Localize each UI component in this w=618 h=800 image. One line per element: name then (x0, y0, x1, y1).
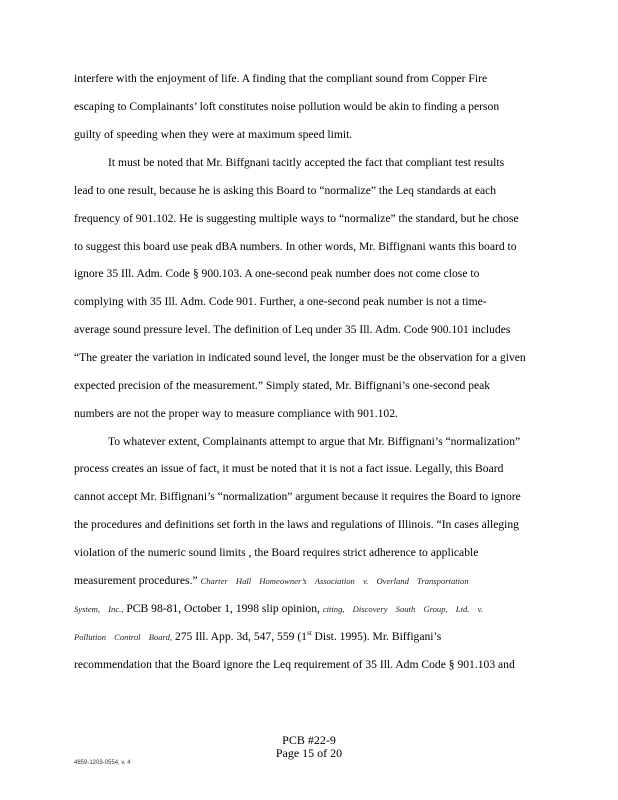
citation-text: measurement procedures.” (74, 574, 198, 587)
footer-doc-id: 4859-1203-0554, v. 4 (74, 760, 131, 766)
citation-text: Dist. 1995). Mr. Biffigani’s (311, 630, 442, 643)
citation-line-2 (74, 602, 483, 616)
footer-page-number: Page 15 of 20 (275, 746, 343, 760)
case-citation: Charter Hall Homeowner’s Association v. Overland Transportation (200, 576, 469, 586)
body-line-15: process creates an issue of fact, it must be noted that it is not a fact issue. Legally, this Board (74, 462, 504, 475)
body-line-3: guilty of speeding when they were at maximum speed limit. (74, 128, 353, 141)
body-line-14: To whatever extent, Complainants attempt to argue that Mr. Biffignani’s “normalization” (108, 435, 521, 448)
citation-line-3 (74, 630, 441, 644)
citation-text: PCB 98-81, October 1, 1998 slip opinion, (126, 602, 320, 615)
citation-line-1 (74, 574, 469, 588)
body-line-4: It must be noted that Mr. Biffgnani tacitly accepted the fact that compliant test results (108, 156, 505, 169)
body-line-12: expected precision of the measurement.” Simply stated, Mr. Biffignani’s one-second peak (74, 379, 491, 392)
body-line-16: cannot accept Mr. Biffignani’s “normalization” argument because it requires the Board to ignore (74, 490, 521, 503)
case-citation: Pollution Control Board, (74, 632, 173, 642)
body-line-2: escaping to Complainants’ loft constitutes noise pollution would be akin to finding a person (74, 100, 500, 113)
body-line-18: violation of the numeric sound limits , the Board requires strict adherence to applicable (74, 546, 479, 559)
body-line-1: interfere with the enjoyment of life. A finding that the compliant sound from Copper Fire (74, 72, 488, 85)
case-citation: System, Inc., (74, 604, 124, 614)
body-line-11: “The greater the variation in indicated sound level, the longer must be the observation for a given (74, 351, 526, 364)
body-line-10: average sound pressure level. The definition of Leq under 35 Ill. Adm. Code 900.101 includes (74, 323, 511, 336)
body-line-17: the procedures and definitions set forth in the laws and regulations of Illinois. “In cases alleging (74, 518, 519, 531)
body-line-5: lead to one result, because he is asking this Board to “normalize” the Leq standards at each (74, 184, 497, 197)
body-line-7: to suggest this board use peak dBA numbers. In other words, Mr. Biffignani wants this board to (74, 240, 517, 253)
case-citation: citing, Discovery South Group, Ltd. v. (322, 604, 483, 614)
ordinal-superscript: st (306, 629, 312, 638)
body-line-8: ignore 35 Ill. Adm. Code § 900.103. A one-second peak number does not come close to (74, 267, 480, 280)
citation-text: 275 Ill. App. 3d, 547, 559 (1 (174, 630, 307, 643)
body-line-13: numbers are not the proper way to measure compliance with 901.102. (74, 407, 398, 420)
footer-case-number: PCB #22-9 (282, 733, 336, 747)
body-line-9: complying with 35 Ill. Adm. Code 901. Further, a one-second peak number is not a time- (74, 295, 487, 308)
body-line-6: frequency of 901.102. He is suggesting multiple ways to “normalize” the standard, but he chose (74, 212, 519, 225)
body-line-last: recommendation that the Board ignore the Leq requirement of 35 Ill. Adm Code § 901.103 and (74, 658, 515, 671)
